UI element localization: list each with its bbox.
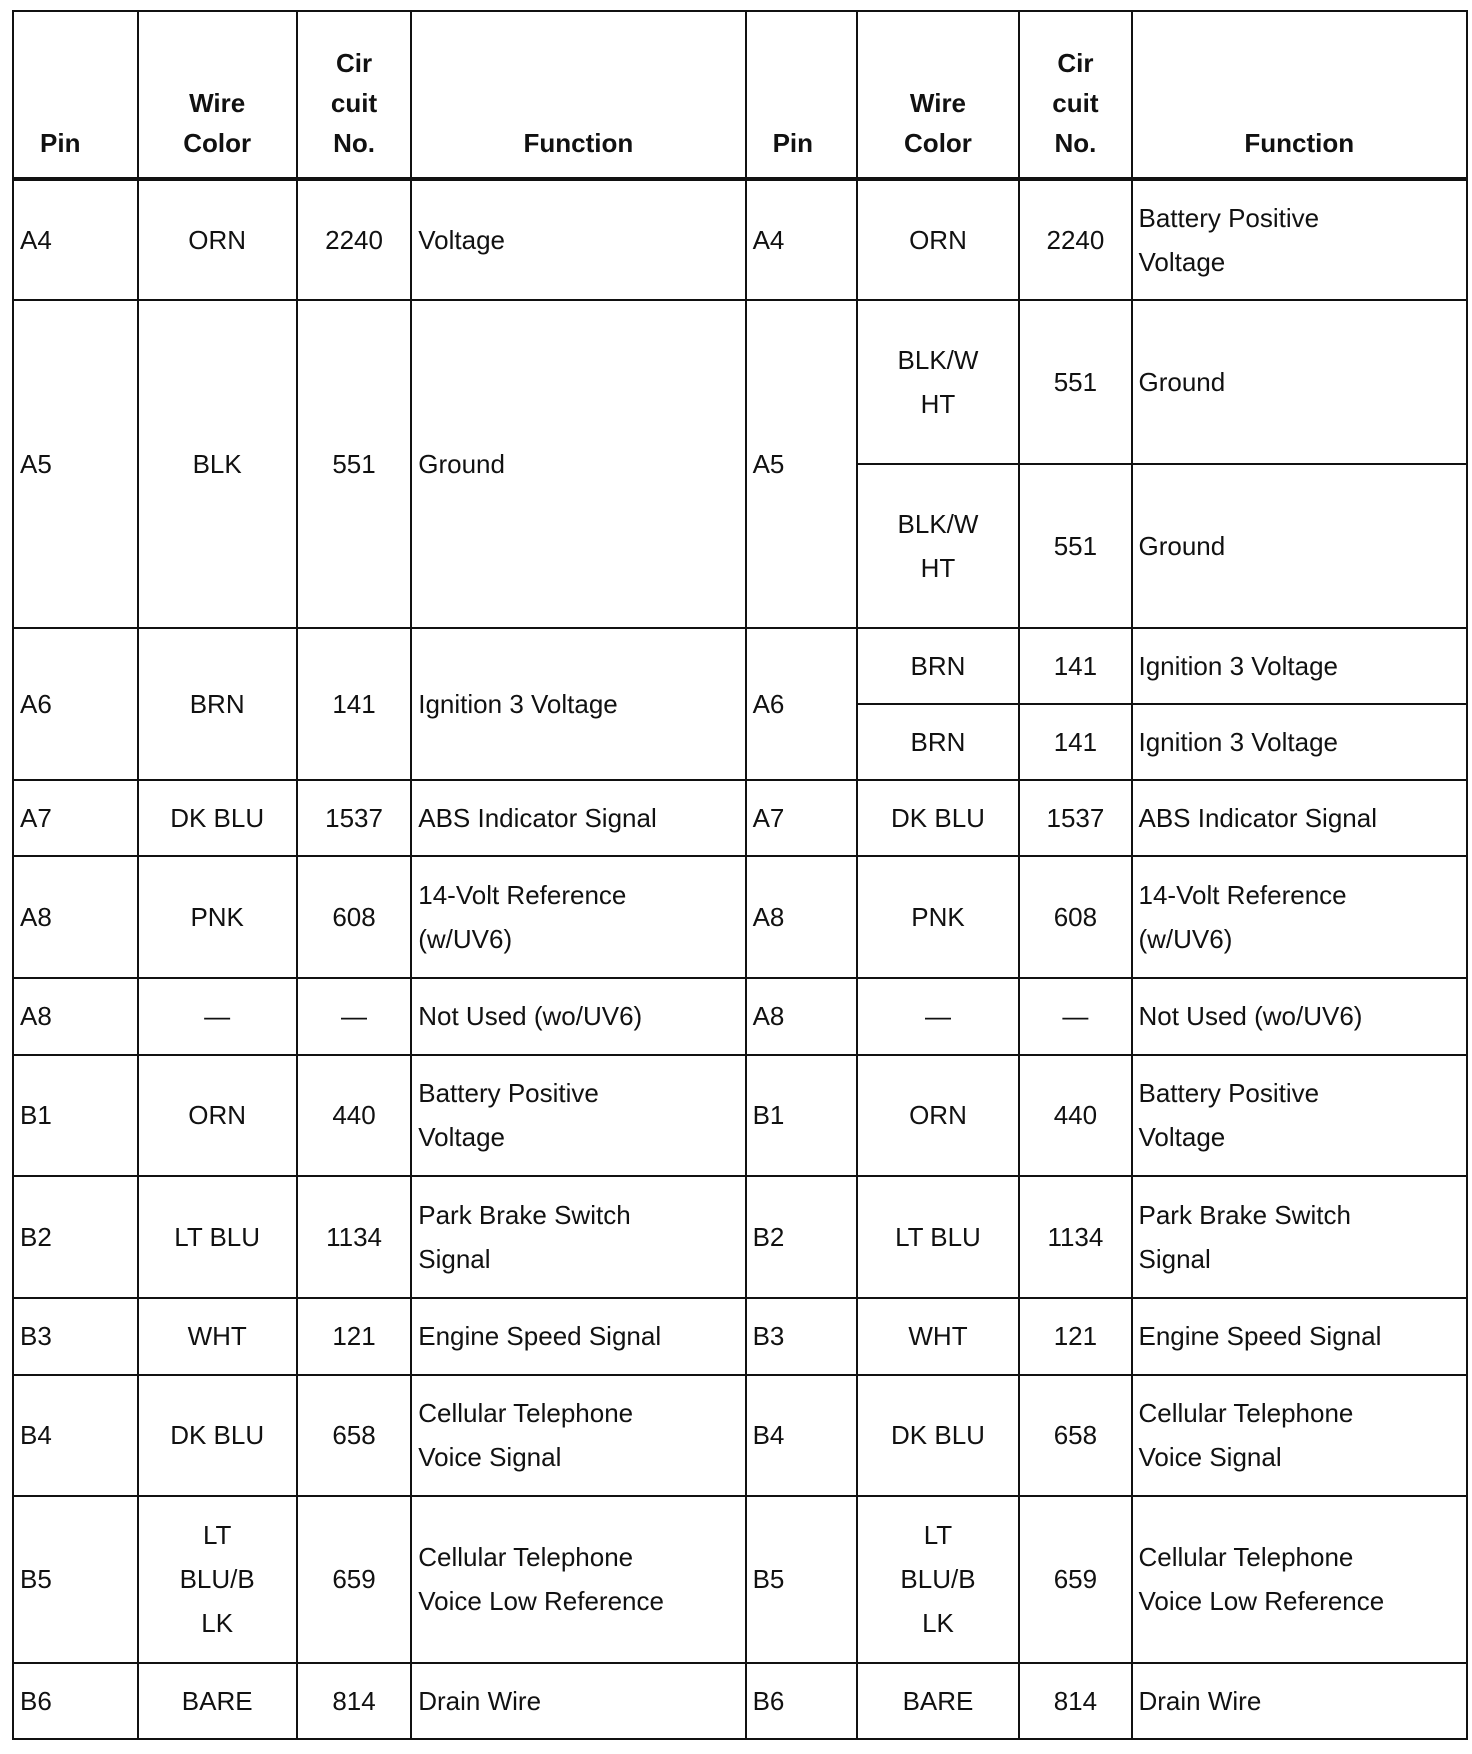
left-function-cell-line: Voltage [418, 1122, 505, 1153]
right-function-cell-line: Park Brake Switch [1138, 1200, 1351, 1231]
left-function-cell [411, 1055, 745, 1177]
right-wire-color-cell: BARE [857, 1663, 1020, 1739]
table-row [13, 300, 1467, 464]
left-pin-cell: A7 [13, 780, 138, 856]
right-pin-cell: B1 [746, 1055, 857, 1177]
right-wire-color-cell-line: HT [920, 388, 956, 419]
right-wire-color-cell: LT BLU [857, 1176, 1020, 1298]
left-wire-color-cell: BRN [138, 628, 297, 781]
left-circuit-cell: 551 [297, 300, 411, 628]
left-pin-cell: B6 [13, 1663, 138, 1739]
left-pin-cell: A6 [13, 628, 138, 781]
right-function-cell-line: Battery Positive [1138, 1078, 1320, 1109]
left-function-cell-line: Cellular Telephone [418, 1542, 634, 1573]
right-circuit-cell: 659 [1019, 1496, 1131, 1662]
left-wire-color-cell: DK BLU [138, 1375, 297, 1497]
right-wire-color-cell-line: BLK/W [897, 344, 979, 375]
header-pin: Pin [13, 11, 138, 179]
left-wire-color-cell-line: BLU/B [179, 1564, 255, 1595]
right-wire-color-cell [857, 464, 1020, 628]
left-wire-color-cell-line: LK [201, 1608, 234, 1639]
right-wire-color-cell [857, 1496, 1020, 1662]
header-row [13, 11, 1467, 179]
left-function-cell-line: (w/UV6) [418, 924, 513, 955]
right-circuit-cell: 141 [1019, 704, 1131, 780]
right-function-cell: Drain Wire [1132, 1663, 1468, 1739]
right-function-cell-line: Signal [1138, 1244, 1211, 1275]
header-circuit-line: No. [333, 128, 375, 158]
right-wire-color-cell-line: HT [920, 552, 956, 583]
left-pin-cell: B1 [13, 1055, 138, 1177]
header-circuit-no [297, 11, 411, 179]
right-function-cell: ABS Indicator Signal [1132, 780, 1468, 856]
right-pin-cell: A4 [746, 179, 857, 300]
right-function-cell-line: Voltage [1138, 1122, 1226, 1153]
right-function-cell-line: Cellular Telephone [1138, 1398, 1354, 1429]
right-circuit-cell: 440 [1019, 1055, 1131, 1177]
right-function-cell: Ignition 3 Voltage [1132, 628, 1468, 704]
left-function-cell: Voltage [411, 179, 745, 300]
table-row [13, 856, 1467, 978]
table-row [13, 179, 1467, 300]
left-wire-color-cell: LT BLU [138, 1176, 297, 1298]
left-circuit-cell: 1134 [297, 1176, 411, 1298]
left-function-cell-line: Cellular Telephone [418, 1398, 634, 1429]
table-row [13, 628, 1467, 704]
header-wire-color-line: Wire [909, 88, 967, 118]
right-wire-color-cell-line: BLU/B [900, 1564, 976, 1595]
left-function-cell: Ignition 3 Voltage [411, 628, 745, 781]
right-pin-cell: A5 [746, 300, 857, 628]
right-circuit-cell: 1537 [1019, 780, 1131, 856]
left-wire-color-cell: ORN [138, 179, 297, 300]
right-pin-cell: B4 [746, 1375, 857, 1497]
left-wire-color-cell [138, 1496, 297, 1662]
table-row [13, 1055, 1467, 1177]
right-circuit-cell: 551 [1019, 464, 1131, 628]
left-wire-color-cell: BLK [138, 300, 297, 628]
header-pin: Pin [746, 11, 857, 179]
right-circuit-cell: 2240 [1019, 179, 1131, 300]
left-function-cell: Not Used (wo/UV6) [411, 978, 745, 1054]
right-wire-color-cell: — [857, 978, 1020, 1054]
right-function-cell [1132, 1496, 1468, 1662]
right-function-cell: Ignition 3 Voltage [1132, 704, 1468, 780]
right-pin-cell: B3 [746, 1298, 857, 1374]
left-circuit-cell: — [297, 978, 411, 1054]
table-row [13, 1375, 1467, 1497]
left-circuit-cell: 659 [297, 1496, 411, 1662]
right-function-cell: Engine Speed Signal [1132, 1298, 1468, 1374]
right-wire-color-cell: BRN [857, 704, 1020, 780]
connector-pinout-sheet [12, 10, 1468, 1740]
left-circuit-cell: 814 [297, 1663, 411, 1739]
right-function-cell-line: Cellular Telephone [1138, 1542, 1354, 1573]
header-circuit-line: No. [1054, 128, 1097, 158]
left-circuit-cell: 121 [297, 1298, 411, 1374]
left-function-cell [411, 1496, 745, 1662]
left-pin-cell: B5 [13, 1496, 138, 1662]
right-wire-color-cell [857, 300, 1020, 464]
right-function-cell-line: Voice Low Reference [1138, 1586, 1385, 1617]
right-pin-cell: A8 [746, 978, 857, 1054]
left-function-cell [411, 1375, 745, 1497]
left-function-cell [411, 856, 745, 978]
left-function-cell-line: Signal [418, 1244, 491, 1275]
left-function-cell-line: 14-Volt Reference [418, 880, 627, 911]
left-pin-cell: A4 [13, 179, 138, 300]
right-function-cell: Ground [1132, 464, 1468, 628]
left-wire-color-cell: PNK [138, 856, 297, 978]
header-wire-color-line: Color [183, 128, 252, 158]
right-circuit-cell: 121 [1019, 1298, 1131, 1374]
left-circuit-cell: 1537 [297, 780, 411, 856]
header-circuit-line: Cir [1057, 48, 1094, 78]
right-pin-cell: A6 [746, 628, 857, 781]
left-function-cell-line: Voice Low Reference [418, 1586, 664, 1617]
pinout-body [13, 179, 1467, 1739]
left-circuit-cell: 608 [297, 856, 411, 978]
right-circuit-cell: 608 [1019, 856, 1131, 978]
right-circuit-cell: 1134 [1019, 1176, 1131, 1298]
right-circuit-cell: 141 [1019, 628, 1131, 704]
table-row [13, 1176, 1467, 1298]
right-circuit-cell: 658 [1019, 1375, 1131, 1497]
right-function-cell [1132, 1375, 1468, 1497]
header-circuit-no [1019, 11, 1131, 179]
right-pin-cell: A8 [746, 856, 857, 978]
left-function-cell: Drain Wire [411, 1663, 745, 1739]
left-function-cell-line: Voice Signal [418, 1442, 562, 1473]
right-function-cell [1132, 1176, 1468, 1298]
table-row [13, 1663, 1467, 1739]
right-circuit-cell: — [1019, 978, 1131, 1054]
left-pin-cell: B4 [13, 1375, 138, 1497]
right-wire-color-cell: DK BLU [857, 1375, 1020, 1497]
right-wire-color-cell-line: LK [922, 1608, 954, 1639]
left-wire-color-cell: WHT [138, 1298, 297, 1374]
right-pin-cell: B5 [746, 1496, 857, 1662]
left-pin-cell: A8 [13, 856, 138, 978]
left-pin-cell: B3 [13, 1298, 138, 1374]
left-circuit-cell: 141 [297, 628, 411, 781]
right-function-cell-line: 14-Volt Reference [1138, 880, 1347, 911]
left-function-cell: ABS Indicator Signal [411, 780, 745, 856]
header-function: Function [1132, 11, 1468, 179]
left-function-cell: Engine Speed Signal [411, 1298, 745, 1374]
header-wire-color-line: Wire [189, 88, 246, 118]
table-row [13, 978, 1467, 1054]
table-row [13, 1496, 1467, 1662]
right-pin-cell: B2 [746, 1176, 857, 1298]
right-function-cell-line: (w/UV6) [1138, 924, 1233, 955]
header-circuit-line: cuit [330, 88, 378, 118]
left-wire-color-cell: DK BLU [138, 780, 297, 856]
right-function-cell: Ground [1132, 300, 1468, 464]
right-circuit-cell: 551 [1019, 300, 1131, 464]
right-function-cell-line: Voice Signal [1138, 1442, 1282, 1473]
right-function-cell [1132, 856, 1468, 978]
right-wire-color-cell: DK BLU [857, 780, 1020, 856]
right-wire-color-cell: ORN [857, 1055, 1020, 1177]
table-row [13, 780, 1467, 856]
right-function-cell: Not Used (wo/UV6) [1132, 978, 1468, 1054]
left-circuit-cell: 440 [297, 1055, 411, 1177]
header-wire-color [857, 11, 1020, 179]
right-wire-color-cell: PNK [857, 856, 1020, 978]
right-wire-color-cell-line: LT [923, 1520, 953, 1551]
left-pin-cell: A5 [13, 300, 138, 628]
right-wire-color-cell-line: BLK/W [897, 508, 979, 539]
right-function-cell [1132, 179, 1468, 300]
left-function-cell-line: Battery Positive [418, 1078, 599, 1109]
left-circuit-cell: 2240 [297, 179, 411, 300]
left-wire-color-cell: BARE [138, 1663, 297, 1739]
connector-pinout-table [12, 10, 1468, 1740]
header-function: Function [411, 11, 745, 179]
header-wire-color [138, 11, 297, 179]
right-wire-color-cell: BRN [857, 628, 1020, 704]
right-wire-color-cell: ORN [857, 179, 1020, 300]
left-wire-color-cell-line: LT [202, 1520, 232, 1551]
right-pin-cell: B6 [746, 1663, 857, 1739]
left-pin-cell: A8 [13, 978, 138, 1054]
header-circuit-line: Cir [335, 48, 373, 78]
right-function-cell-line: Battery Positive [1138, 202, 1320, 233]
right-function-cell [1132, 1055, 1468, 1177]
left-function-cell [411, 1176, 745, 1298]
right-circuit-cell: 814 [1019, 1663, 1131, 1739]
left-circuit-cell: 658 [297, 1375, 411, 1497]
right-function-cell-line: Voltage [1138, 246, 1226, 277]
right-wire-color-cell: WHT [857, 1298, 1020, 1374]
header-circuit-line: cuit [1052, 88, 1099, 118]
header-wire-color-line: Color [904, 128, 972, 158]
left-wire-color-cell: — [138, 978, 297, 1054]
table-row [13, 1298, 1467, 1374]
left-function-cell: Ground [411, 300, 745, 628]
left-pin-cell: B2 [13, 1176, 138, 1298]
left-wire-color-cell: ORN [138, 1055, 297, 1177]
left-function-cell-line: Park Brake Switch [418, 1200, 631, 1231]
right-pin-cell: A7 [746, 780, 857, 856]
